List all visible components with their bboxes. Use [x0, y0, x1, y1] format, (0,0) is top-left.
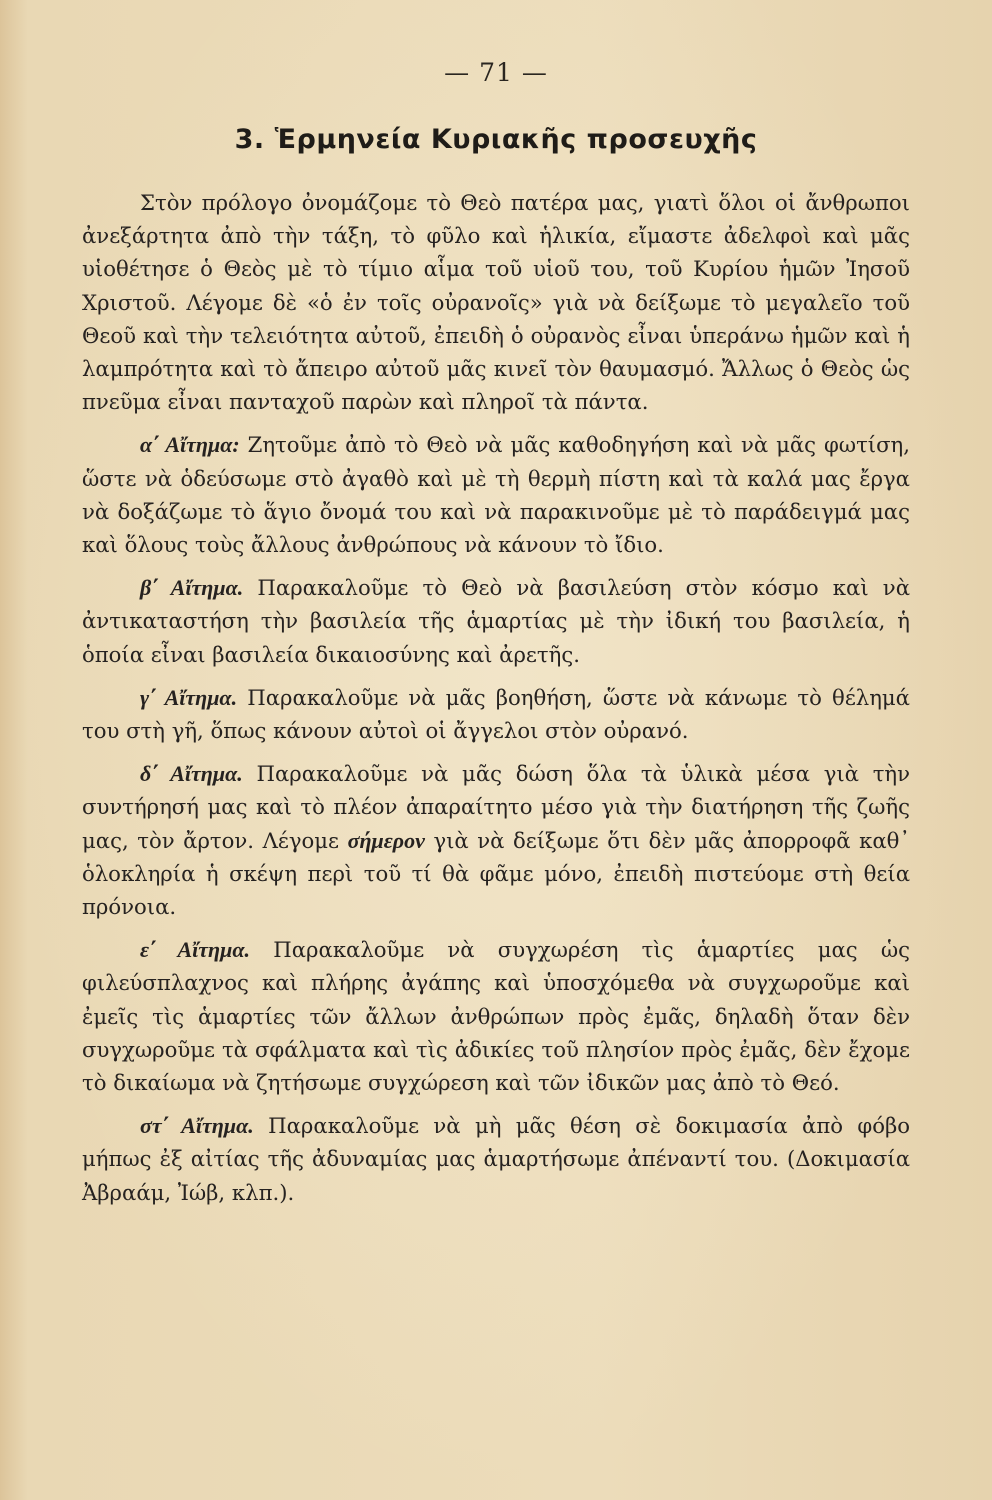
- request-paragraph-f: [82, 1109, 910, 1209]
- request-text-e: Παρακαλοῦμε νὰ συγχωρέση τὶς ἁμαρτίες μας ὡς φιλεύσπλαχνος καὶ πλήρης ἀγάπης καὶ ὑποσχόμεθα νὰ συγχωροῦμε καὶ ἐμεῖς τὶς ἁμαρτίες τῶν ἄλλων ἀνθρώπων πρὸς ἐμᾶς, δηλαδὴ ὅταν δὲν συγχωροῦμε τὰ σφάλματα καὶ τὶς ἀδικίες τοῦ πλησίον πρὸς ἐμᾶς, δὲν ἔχομε τὸ δικαίωμα νὰ ζητήσωμε συγχώρεση καὶ τῶν ἰδικῶν μας ἀπὸ τὸ Θεό.: [82, 937, 910, 1096]
- request-text-c: Παρακαλοῦμε νὰ μᾶς βοηθήση, ὥστε νὰ κάνωμε τὸ θέλημά του στὴ γῆ, ὅπως κάνουν αὐτοὶ οἱ ἄγγελοι στὸν οὐρανό.: [82, 684, 910, 744]
- intro-paragraph: [82, 186, 910, 418]
- request-text-a: Ζητοῦμε ἀπὸ τὸ Θεὸ νὰ μᾶς καθοδηγήση καὶ νὰ μᾶς φωτίση, ὥστε νὰ ὁδεύσωμε στὸ ἀγαθὸ καὶ μὲ τὴ θερμὴ πίστη καὶ τὰ καλά μας ἔργα νὰ δοξάζωμε τὸ ἅγιο ὄνομά του καὶ νὰ παρακινοῦμε μὲ τὸ παράδειγμά μας καὶ ὅλους τοὺς ἄλλους ἀνθρώπους νὰ κάνουν τὸ ἴδιο.: [82, 432, 910, 558]
- request-label-a: α΄ Αἴτημα:: [140, 432, 240, 458]
- chapter-title: 3. Ἑρμηνεία Κυριακῆς προσευχῆς: [234, 124, 758, 155]
- request-paragraph-b: [82, 571, 910, 671]
- request-paragraph-a: [82, 428, 910, 561]
- page-number: — 71 —: [444, 58, 548, 87]
- request-paragraph-d: [82, 757, 910, 923]
- request-label-d: δ΄ Αἴτημα.: [140, 761, 243, 787]
- request-label-c: γ΄ Αἴτημα.: [140, 684, 238, 710]
- request-paragraph-e: [82, 933, 910, 1099]
- request-paragraph-c: [82, 681, 910, 747]
- request-label-f: στ΄ Αἴτημα.: [140, 1113, 254, 1139]
- request-text-d-after: γιὰ νὰ δείξωμε ὅτι δὲν μᾶς ἀπορροφᾶ καθ᾽ ὁλοκληρία ἡ σκέψη περὶ τοῦ τί θὰ φᾶμε μόνο, ἐπειδὴ πιστεύομε στὴ θεία πρόνοια.: [82, 827, 910, 920]
- body-text: [82, 186, 910, 1219]
- request-text-b: Παρακαλοῦμε τὸ Θεὸ νὰ βασιλεύση στὸν κόσμο καὶ νὰ ἀντικαταστήση τὴν βασιλεία τῆς ἁμαρτίας μὲ τὴν ἰδική του βασιλεία, ἡ ὁποία εἶναι βασιλεία δικαιοσύνης καὶ ἀρετῆς.: [82, 575, 910, 667]
- request-text-f: Παρακαλοῦμε νὰ μὴ μᾶς θέση σὲ δοκιμασία ἀπὸ φόβο μήπως ἐξ αἰτίας τῆς ἀδυναμίας μας ἁμαρτήσωμε ἀπέναντί του. (Δοκιμασία Ἀβραάμ, Ἰώβ, κλπ.).: [82, 1113, 910, 1205]
- request-label-b: β΄ Αἴτημα.: [140, 575, 244, 601]
- request-label-e: ε΄ Αἴτημα.: [140, 937, 251, 963]
- intro-text: Στὸν πρόλογο ὀνομάζομε τὸ Θεὸ πατέρα μας, γιατὶ ὅλοι οἱ ἄνθρωποι ἀνεξάρτητα ἀπὸ τὴν τάξη, τὸ φῦλο καὶ ἡλικία, εἴμαστε ἀδελφοὶ καὶ μᾶς υἱοθέτησε ὁ Θεὸς μὲ τὸ τίμιο αἷμα τοῦ υἱοῦ του, τοῦ Κυρίου ἡμῶν Ἰησοῦ Χριστοῦ. Λέγομε δὲ «ὁ ἐν τοῖς οὐρανοῖς» γιὰ νὰ δείξωμε τὸ μεγαλεῖο τοῦ Θεοῦ καὶ τὴν τελειότητα αὐτοῦ, ἐπειδὴ ὁ οὐρανὸς εἶναι ὑπεράνω ἡμῶν καὶ ἡ λαμπρότητα καὶ τὸ ἄπειρο αὐτοῦ μᾶς κινεῖ τὸν θαυμασμό. Ἄλλως ὁ Θεὸς ὡς πνεῦμα εἶναι πανταχοῦ παρὼν καὶ πληροῖ τὰ πάντα.: [82, 190, 910, 415]
- emphasized-word: σήμερον: [347, 827, 425, 853]
- request-text-d-before: Παρακαλοῦμε νὰ μᾶς δώση ὅλα τὰ ὑλικὰ μέσα γιὰ τὴν συντήρησή μας καὶ τὸ πλέον ἀπαραίτητο μέσο γιὰ τὴν διατήρηση τῆς ζωῆς μας, τὸν ἄρτον. Λέγομε: [82, 761, 910, 853]
